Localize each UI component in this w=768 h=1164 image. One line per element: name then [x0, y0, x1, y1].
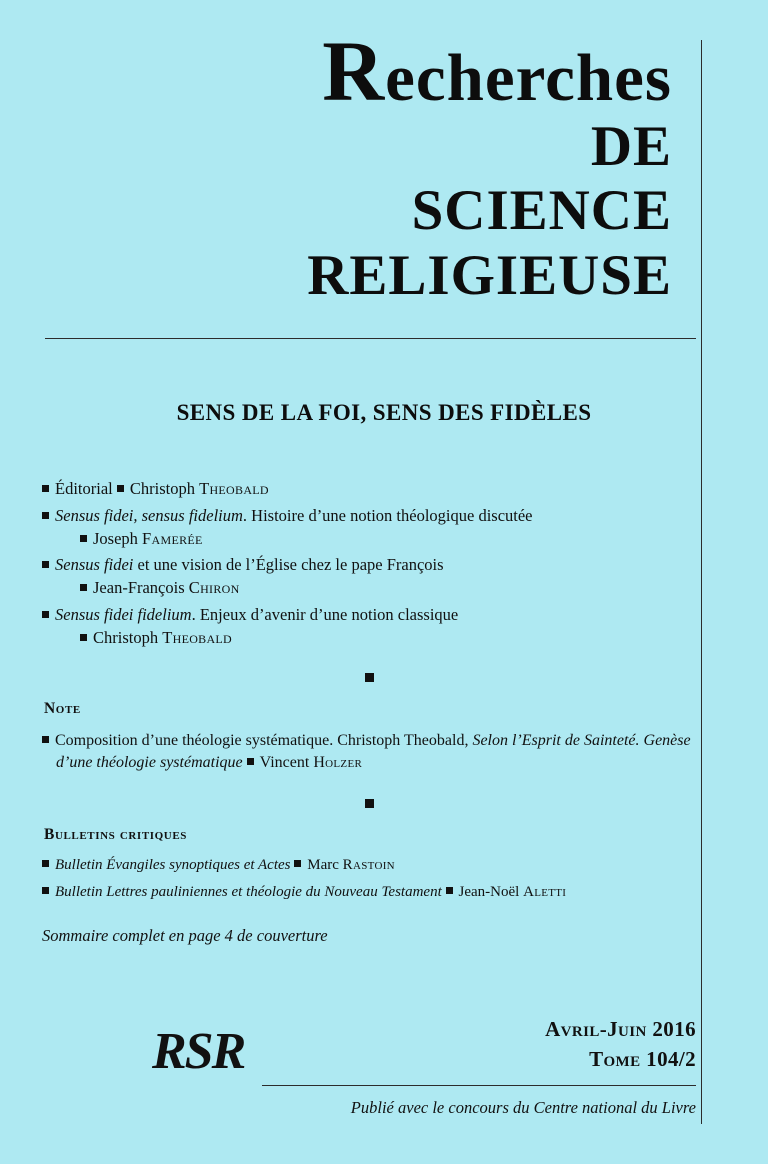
- square-bullet-icon: [80, 535, 87, 542]
- square-bullet-icon: [42, 485, 49, 492]
- horizontal-rule-bottom: [262, 1085, 696, 1086]
- entry-author-last: Theobald: [162, 627, 233, 647]
- entry-author-first: Christoph: [93, 627, 163, 647]
- publisher-note: Publié avec le concours du Centre national du Livre: [350, 1098, 696, 1117]
- section-heading-note: Note: [44, 700, 81, 718]
- list-item: [42, 604, 696, 650]
- square-bullet-icon: [117, 485, 124, 492]
- entry-author-first: Christoph: [129, 479, 200, 498]
- list-item: [42, 855, 696, 876]
- entry-title-italic: Sensus fidei fidelium: [55, 604, 192, 624]
- issue-tome: Tome 104/2: [589, 1046, 696, 1071]
- issue-info: [545, 1015, 696, 1075]
- section-divider: [42, 665, 696, 688]
- entry-title-rest: . Histoire d’une notion théologique discutée: [242, 505, 533, 525]
- note-entry-italic: Selon l’Esprit de Sainteté. Genèse d’une théologie systématique: [56, 731, 691, 772]
- square-bullet-icon: [80, 634, 87, 641]
- entry-author-line: [56, 577, 696, 600]
- bulletin-title: Bulletin Lettres pauliniennes et théologie du Nouveau Testament: [55, 884, 442, 901]
- note-author-last: Holzer: [313, 754, 363, 772]
- list-item: [42, 882, 696, 903]
- entry-author-last: Chiron: [188, 578, 240, 598]
- list-item: [42, 554, 696, 600]
- entry-title-rest: . Enjeux d’avenir d’une notion classique: [191, 604, 459, 624]
- masthead-line-1: [0, 24, 672, 119]
- entry-author-first: Joseph: [93, 528, 143, 548]
- note-entry-text: Composition d’une théologie systématique. Christoph Theobald,: [55, 731, 473, 749]
- note-entry: [42, 730, 696, 775]
- bulletin-title: Bulletin Évangiles synoptiques et Actes: [55, 857, 291, 874]
- square-bullet-icon: [247, 758, 254, 765]
- entry-title: Éditorial: [55, 479, 113, 498]
- square-bullet-icon: [42, 512, 49, 519]
- square-bullet-icon: [42, 561, 49, 568]
- square-divider-icon: [365, 799, 374, 808]
- square-bullet-icon: [42, 860, 49, 867]
- square-bullet-icon: [294, 860, 301, 867]
- square-bullet-icon: [42, 611, 49, 618]
- entry-author-line: [56, 627, 696, 650]
- entry-author-first: Jean-François: [93, 578, 189, 598]
- horizontal-rule-top: [45, 338, 696, 339]
- journal-logo: RSR: [152, 1023, 245, 1080]
- masthead-dropcap: R: [322, 24, 386, 119]
- square-divider-icon: [365, 673, 374, 682]
- entry-author-line: [56, 528, 696, 551]
- square-bullet-icon: [446, 887, 453, 894]
- entry-author-last: Famerée: [142, 528, 203, 548]
- bulletin-author-first: Jean-Noël: [458, 884, 524, 901]
- section-divider: [42, 791, 696, 814]
- sommaire-note: Sommaire complet en page 4 de couverture: [42, 926, 328, 946]
- contents-list: [42, 478, 696, 948]
- note-author-first: Vincent: [259, 754, 314, 772]
- list-item: [42, 478, 696, 501]
- bulletin-author-last: Aletti: [523, 884, 567, 901]
- bulletin-author-first: Marc: [307, 857, 343, 874]
- masthead-line-3: SCIENCE: [411, 179, 672, 243]
- bulletin-author-last: Rastoin: [342, 857, 395, 874]
- square-bullet-icon: [80, 584, 87, 591]
- entry-author-last: Theobald: [199, 479, 269, 498]
- masthead: [0, 24, 768, 307]
- masthead-line-2: DE: [590, 115, 672, 179]
- section-heading-bulletins: Bulletins critiques: [44, 825, 187, 843]
- entry-title-italic: Sensus fidei, sensus fidelium: [55, 505, 243, 525]
- list-item: [42, 505, 696, 551]
- square-bullet-icon: [42, 887, 49, 894]
- dossier-title: SENS DE LA FOI, SENS DES FIDÈLES: [176, 400, 592, 425]
- entry-title-rest: et une vision de l’Église chez le pape François: [133, 555, 444, 575]
- square-bullet-icon: [42, 736, 49, 743]
- issue-date: Avril-Juin 2016: [545, 1017, 696, 1041]
- masthead-line-4: RELIGIEUSE: [307, 243, 672, 307]
- entry-title-italic: Sensus fidei: [55, 555, 134, 575]
- masthead-line-1-rest: echerches: [385, 41, 672, 115]
